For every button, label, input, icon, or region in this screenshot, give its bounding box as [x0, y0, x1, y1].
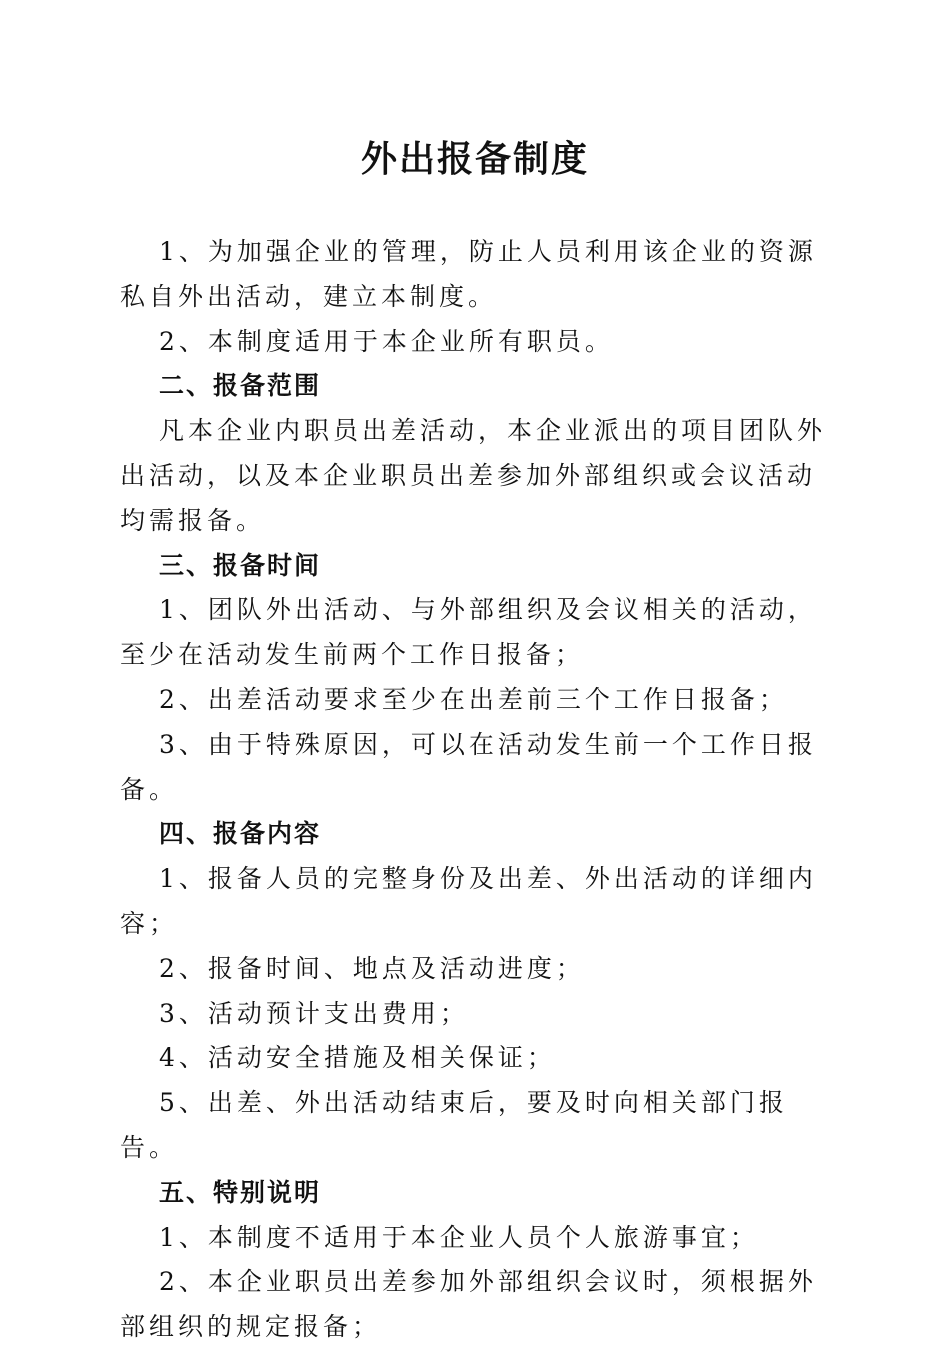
section-heading: 四、报备内容 [159, 819, 322, 849]
document-body [120, 230, 830, 1350]
paragraph: 4、活动安全措施及相关保证； [159, 1043, 556, 1073]
section-heading: 五、特别说明 [159, 1177, 322, 1207]
paragraph: 3、由于特殊原因，可以在活动发生前一个工作日报备。 [120, 729, 817, 804]
document-title: 外出报备制度 [360, 138, 589, 180]
paragraph: 2、本企业职员出差参加外部组织会议时，须根据外部组织的规定报备； [120, 1267, 817, 1342]
paragraph: 5、出差、外出活动结束后，要及时向相关部门报告。 [120, 1088, 788, 1162]
paragraph: 1、为加强企业的管理，防止人员利用该企业的资源私自外出活动，建立本制度。 [120, 237, 817, 311]
paragraph: 3、活动预计支出费用； [159, 998, 469, 1028]
paragraph: 1、团队外出活动、与外部组织及会议相关的活动，至少在活动发生前两个工作日报备； [120, 595, 817, 670]
paragraph: 凡本企业内职员出差活动，本企业派出的项目团队外出活动，以及本企业职员出差参加外部组织或会议活动均需报备。 [120, 416, 827, 535]
section-heading: 二、报备范围 [159, 371, 322, 401]
paragraph: 1、报备人员的完整身份及出差、外出活动的详细内容； [120, 864, 817, 938]
paragraph: 2、报备时间、地点及活动进度； [159, 953, 585, 983]
paragraph: 2、本制度适用于本企业所有职员。 [159, 326, 614, 356]
paragraph: 1、本制度不适用于本企业人员个人旅游事宜； [159, 1222, 759, 1252]
section-heading: 三、报备时间 [159, 550, 322, 580]
paragraph: 2、出差活动要求至少在出差前三个工作日报备； [159, 684, 788, 714]
